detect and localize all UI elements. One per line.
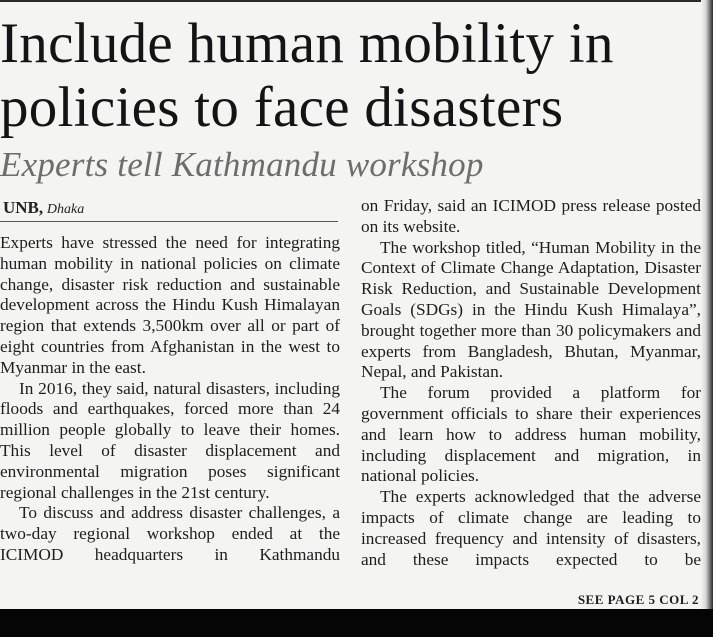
article-column-1 [0,233,340,566]
byline [3,198,84,220]
headline [0,12,705,140]
headline-line-1: Include human mobility in [0,12,614,75]
page-edge-shadow [701,0,713,610]
paragraph: on Friday, said an ICIMOD press release posted on its website. [361,196,701,236]
paragraph: Experts have stressed the need for integrating human mobility in national policies on climate change, disaster risk reduction and sustainable development across the Hindu Kush Himalayan region that extends 3,500km over all or part of eight countries from Afghanistan in the west to Myanmar in the east. [0,233,340,377]
paragraph: The forum provided a platform for government officials to share their experiences and learn how to address human mobility, including displacement and migration, in national policies. [361,383,701,486]
byline-city: Dhaka [46,202,85,217]
paragraph: In 2016, they said, natural disasters, including floods and earthquakes, forced more than 24 million people globally to leave their homes. This level of disaster displacement and environmental migration poses significant regional challenges in the 21st century. [0,378,340,502]
paragraph: To discuss and address disaster challenges, a two-day regional workshop ended at the ICIMOD headquarters in Kathmandu [0,503,340,564]
byline-agency: UNB, [3,198,44,217]
top-rule [0,0,713,2]
continued-on-page-line: SEE PAGE 5 COL 2 [577,592,699,607]
paragraph: The workshop titled, “Human Mobility in the Context of Climate Change Adaptation, Disaster Risk Reduction, and Sustainable Development Goals (SDGs) in the Hindu Kush Himalaya”, brought together more than 30 policymakers and experts from Bangladesh, Bhutan, Myanmar, Nepal, and Pakistan. [361,237,701,382]
subheadline: Experts tell Kathmandu workshop [0,145,484,184]
headline-line-2: policies to face disasters [0,76,564,139]
byline-rule [0,221,338,222]
paragraph: The experts acknowledged that the adverse impacts of climate change are leading to increased frequency and intensity of disasters, and these impacts expected to be [361,487,701,569]
bottom-black-bar [0,609,713,637]
article-column-2 [361,196,701,570]
